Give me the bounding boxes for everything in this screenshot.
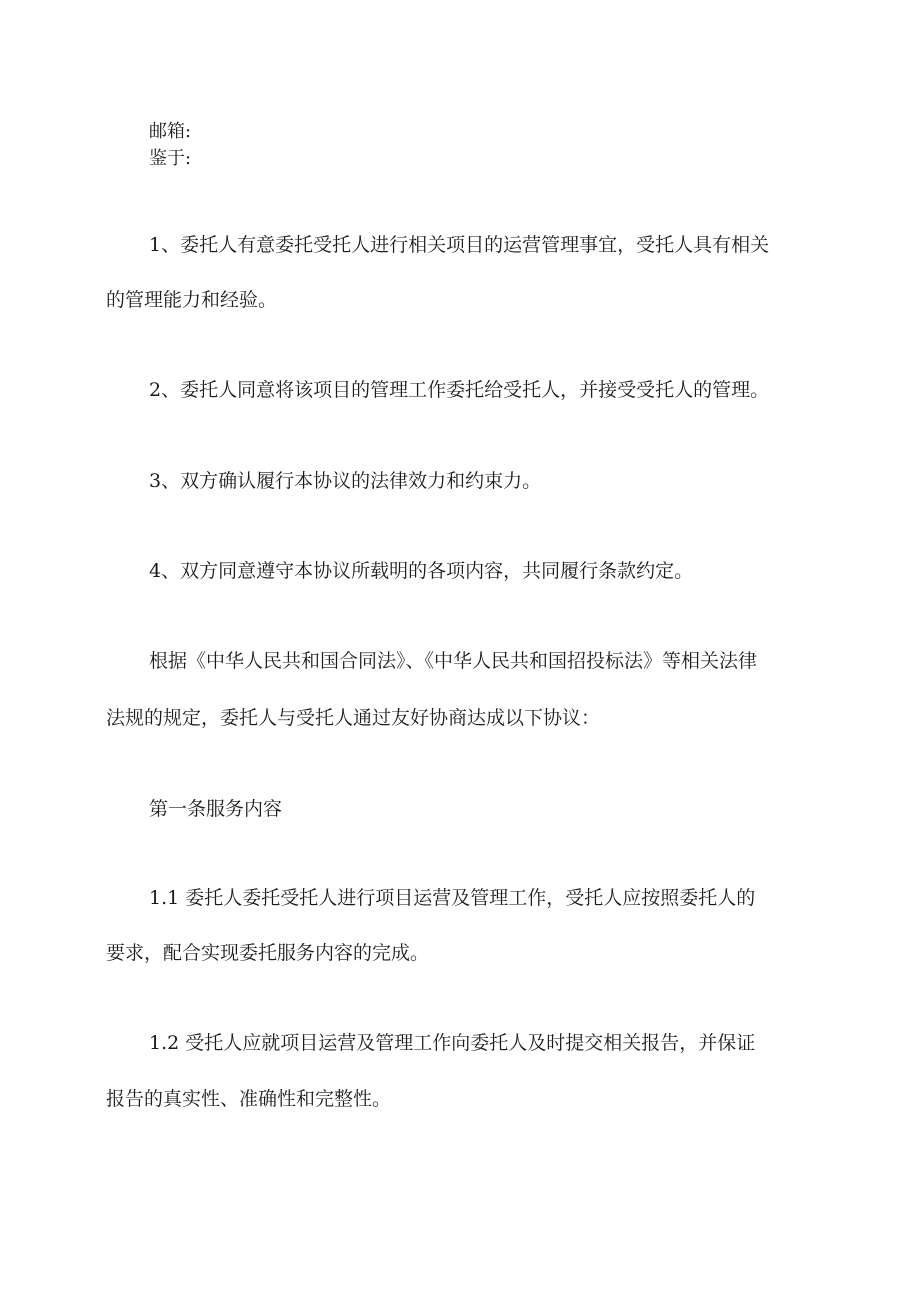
basis-line-2: 法规的规定，委托人与受托人通过友好协商达成以下协议： xyxy=(106,707,601,729)
basis-line-1: 根据《中华人民共和国合同法》、《中华人民共和国招投标法》等相关法律 xyxy=(149,650,758,672)
recital-2: 2、委托人同意将该项目的管理工作委托给受托人，并接受受托人的管理。 xyxy=(149,379,770,401)
clause-1-2-line-2: 报告的真实性、准确性和完整性。 xyxy=(106,1088,392,1110)
whereas-label: 鉴于: xyxy=(149,148,192,169)
clause-1-1-line-1: 1.1 委托人委托受托人进行项目运营及管理工作，受托人应按照委托人的 xyxy=(149,887,756,909)
recital-3: 3、双方确认履行本协议的法律效力和约束力。 xyxy=(149,470,542,492)
clause-1-2-line-1: 1.2 受托人应就项目运营及管理工作向委托人及时提交相关报告，并保证 xyxy=(149,1032,756,1054)
clause-1-1-line-2: 要求，配合实现委托服务内容的完成。 xyxy=(106,942,430,964)
recital-1-line-2: 的管理能力和经验。 xyxy=(106,289,278,311)
email-label: 邮箱: xyxy=(149,121,192,142)
recital-1-line-1: 1、委托人有意委托受托人进行相关项目的运营管理事宜，受托人具有相关 xyxy=(149,234,770,256)
recital-4: 4、双方同意遵守本协议所载明的各项内容，共同履行条款约定。 xyxy=(149,560,694,582)
article-1-title: 第一条服务内容 xyxy=(149,798,283,820)
